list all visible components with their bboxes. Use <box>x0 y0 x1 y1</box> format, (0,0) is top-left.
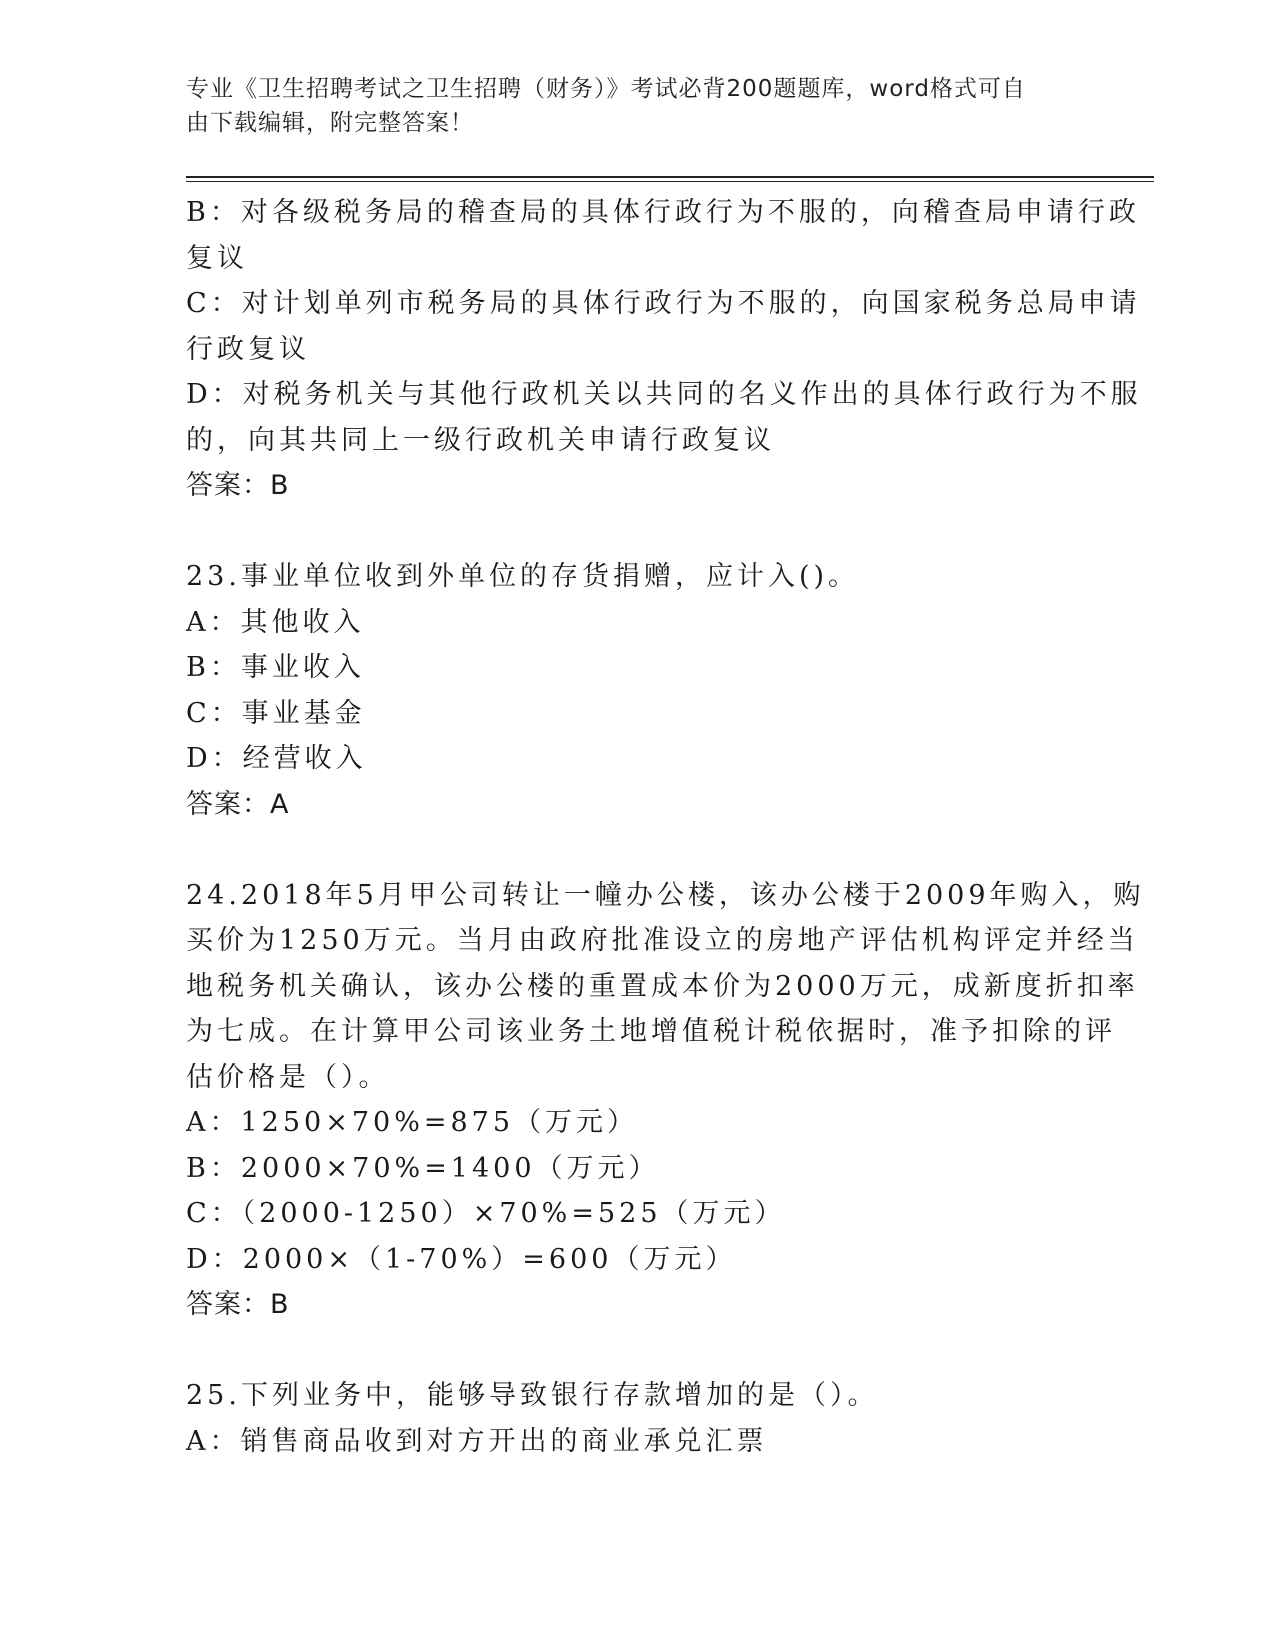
option-b-line-2: 复议 <box>186 242 248 274</box>
option-a: A：销售商品收到对方开出的商业承兑汇票 <box>186 1425 768 1457</box>
question-text: 23.事业单位收到外单位的存货捐赠，应计入()。 <box>186 561 860 592</box>
question-23 <box>186 554 1066 827</box>
option-a: A：其他收入 <box>186 606 365 638</box>
header-line-2: 由下载编辑，附完整答案！ <box>186 110 474 136</box>
header-line-1: 专业《卫生招聘考试之卫生招聘（财务）》考试必背200题题库，word格式可自 <box>186 76 1026 102</box>
option-c-line-1: C：对计划单列市税务局的具体行政行为不服的，向国家税务总局申请 <box>186 288 1141 319</box>
header-divider-thick <box>186 176 1154 178</box>
option-a: A：1250×70%=875（万元） <box>186 1107 639 1138</box>
option-d: D：2000×（1-70%）=600（万元） <box>186 1243 737 1275</box>
option-c: C：（2000-1250）×70%=525（万元） <box>186 1198 786 1229</box>
question-text-line-1: 24.2018年5月甲公司转让一幢办公楼，该办公楼于2009年购入，购 <box>186 879 1145 911</box>
answer: 答案：B <box>186 1289 290 1320</box>
document-header <box>186 72 1066 140</box>
question-text: 25.下列业务中，能够导致银行存款增加的是（）。 <box>186 1380 879 1411</box>
option-d: D：经营收入 <box>186 743 367 774</box>
option-c-line-2: 行政复议 <box>186 333 310 365</box>
question-22-tail <box>186 190 1142 509</box>
question-24 <box>186 873 1145 1328</box>
option-d-line-1: D：对税务机关与其他行政机关以共同的名义作出的具体行政行为不服 <box>186 379 1142 410</box>
question-text-line-3: 地税务机关确认，该办公楼的重置成本价为2000万元，成新度折扣率 <box>186 970 1139 1002</box>
option-d-line-2: 的，向其共同上一级行政机关申请行政复议 <box>186 424 775 456</box>
option-b: B：2000×70%=1400（万元） <box>186 1152 660 1184</box>
spacer <box>186 827 1066 873</box>
question-text-line-5: 估价格是（）。 <box>186 1061 390 1093</box>
option-c: C：事业基金 <box>186 697 366 729</box>
answer: 答案：A <box>186 788 290 820</box>
option-b: B：事业收入 <box>186 652 365 683</box>
spacer <box>186 1328 1066 1374</box>
option-b-line-1: B：对各级税务局的稽查局的具体行政行为不服的，向稽查局申请行政 <box>186 197 1140 228</box>
document-body <box>186 190 1145 1464</box>
spacer <box>186 509 1066 555</box>
question-25 <box>186 1373 1066 1464</box>
answer: 答案：B <box>186 470 290 501</box>
question-text-line-2: 买价为1250万元。当月由政府批准设立的房地产评估机构评定并经当 <box>186 925 1139 956</box>
header-divider-thin <box>186 181 1154 182</box>
question-text-line-4: 为七成。在计算甲公司该业务土地增值税计税依据时，准予扣除的评 <box>186 1016 1116 1047</box>
